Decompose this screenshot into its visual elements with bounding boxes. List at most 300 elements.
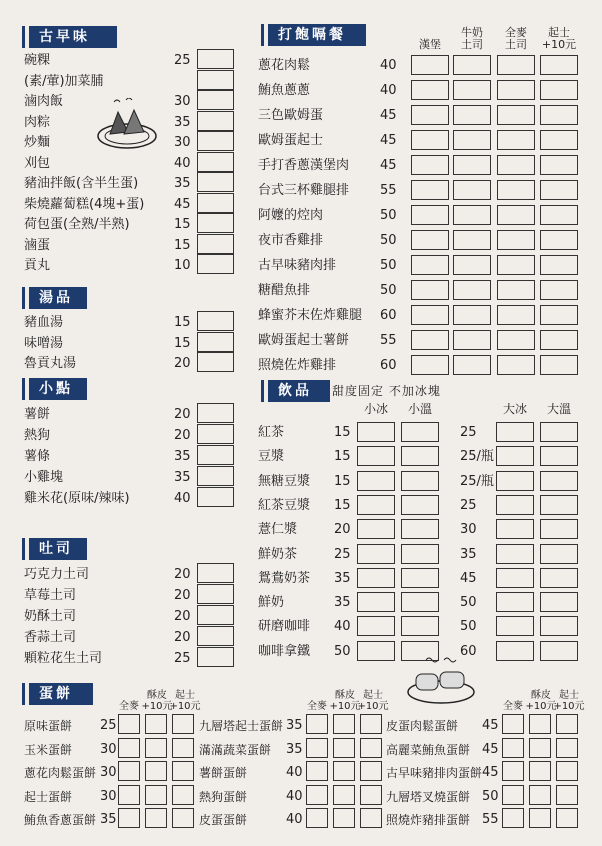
quantity-box[interactable] (540, 130, 578, 150)
quantity-box[interactable] (556, 714, 578, 734)
drink-column-header: 小溫 (407, 402, 432, 416)
drink-item-name: 研磨咖啡 (258, 619, 311, 635)
drink-item-name: 紅茶豆漿 (258, 497, 311, 513)
quantity-box[interactable] (306, 738, 328, 758)
quantity-box[interactable] (502, 738, 524, 758)
quantity-box[interactable] (453, 155, 491, 175)
old-taste-item-name: 肉粽 (24, 114, 51, 130)
quantity-box[interactable] (197, 90, 234, 110)
full-meal-item-price: 55 (380, 333, 397, 348)
quantity-box[interactable] (411, 130, 449, 150)
full-meal-item-name: 糖醋魚排 (258, 283, 311, 298)
quantity-box[interactable] (540, 55, 578, 75)
full-meal-item-name: 三色歐姆蛋 (258, 108, 324, 123)
quantity-box[interactable] (556, 785, 578, 805)
toast-item-name: 草莓土司 (24, 588, 77, 603)
quantity-box[interactable] (360, 785, 382, 805)
quantity-box[interactable] (411, 330, 449, 350)
full-meal-item-price: 55 (380, 183, 397, 198)
quantity-box[interactable] (540, 355, 578, 375)
drink-column-header: 大冰 (502, 402, 527, 416)
quantity-box[interactable] (453, 305, 491, 325)
quantity-box[interactable] (197, 213, 234, 233)
full-meal-item-price: 45 (380, 158, 397, 173)
section-header-old-taste: 古早味 (29, 26, 117, 48)
old-taste-item-name: 柴燒蘿蔔糕(4塊+蛋) (24, 196, 145, 212)
egg-item-price: 45 (482, 718, 499, 733)
quantity-box[interactable] (411, 180, 449, 200)
quantity-box[interactable] (453, 255, 491, 275)
egg-item-price: 50 (482, 788, 499, 804)
old-taste-item-name: 滷肉飯 (24, 94, 64, 109)
quantity-box[interactable] (497, 280, 535, 300)
quantity-box[interactable] (540, 230, 578, 250)
old-taste-item-name: 碗粿 (24, 53, 51, 68)
old-taste-item-price: 30 (174, 94, 191, 109)
quantity-box[interactable] (118, 714, 140, 734)
drink-large-price: 30 (460, 522, 477, 538)
quantity-box[interactable] (453, 205, 491, 225)
quantity-box[interactable] (529, 808, 551, 828)
quantity-box[interactable] (145, 714, 167, 734)
egg-item-name: 高麗菜鮪魚蛋餅 (386, 742, 471, 757)
full-meal-column-header: 牛奶 土司 (461, 26, 483, 51)
section-header-drinks: 飲品 (268, 380, 330, 402)
egg-roll-plate-icon (406, 656, 476, 706)
quantity-box[interactable] (540, 544, 578, 564)
quantity-box[interactable] (197, 49, 234, 69)
quantity-box[interactable] (496, 446, 534, 466)
snack-item-name: 薯條 (24, 449, 51, 464)
quantity-box[interactable] (360, 808, 382, 828)
old-taste-item-price: 35 (174, 114, 191, 130)
quantity-box[interactable] (556, 808, 578, 828)
rice-dumpling-plate-icon (96, 98, 158, 152)
quantity-box[interactable] (411, 55, 449, 75)
quantity-box[interactable] (556, 738, 578, 758)
quantity-box[interactable] (145, 808, 167, 828)
egg-column-header-crispy: 酥皮 +10元 (141, 690, 173, 712)
quantity-box[interactable] (333, 714, 355, 734)
drinks-note: 甜度固定 不加冰塊 (332, 384, 441, 398)
quantity-box[interactable] (453, 280, 491, 300)
quantity-box[interactable] (197, 424, 234, 444)
egg-item-price: 30 (100, 741, 117, 757)
quantity-box[interactable] (497, 155, 535, 175)
snack-item-price: 35 (174, 449, 191, 464)
snack-item-name: 小雞塊 (24, 470, 64, 485)
egg-item-name: 滿滿蔬菜蛋餅 (199, 742, 272, 757)
egg-column-header-whole-wheat: 全麥 (307, 701, 327, 712)
quantity-box[interactable] (197, 487, 234, 507)
toast-item-price: 20 (174, 609, 191, 624)
old-taste-item-price: 45 (174, 196, 191, 212)
old-taste-item-price: 15 (174, 217, 191, 232)
quantity-box[interactable] (333, 785, 355, 805)
quantity-box[interactable] (540, 495, 578, 515)
quantity-box[interactable] (357, 422, 395, 442)
full-meal-item-name: 鮪魚蔥蔥 (258, 83, 311, 98)
full-meal-item-price: 50 (380, 283, 397, 298)
drink-item-name: 無糖豆漿 (258, 473, 311, 489)
soup-item-price: 15 (174, 335, 191, 351)
quantity-box[interactable] (496, 592, 534, 612)
quantity-box[interactable] (540, 205, 578, 225)
full-meal-item-name: 歐姆蛋起士薯餅 (258, 333, 350, 348)
quantity-box[interactable] (540, 180, 578, 200)
quantity-box[interactable] (197, 584, 234, 604)
quantity-box[interactable] (197, 111, 234, 131)
quantity-box[interactable] (172, 785, 194, 805)
old-taste-item-price: 40 (174, 155, 191, 171)
snack-item-price: 35 (174, 470, 191, 485)
snack-item-price: 20 (174, 407, 191, 422)
quantity-box[interactable] (497, 130, 535, 150)
old-taste-item-price: 30 (174, 135, 191, 150)
quantity-box[interactable] (360, 761, 382, 781)
quantity-box[interactable] (197, 332, 234, 352)
toast-item-name: 奶酥土司 (24, 609, 77, 624)
quantity-box[interactable] (197, 70, 234, 90)
quantity-box[interactable] (145, 785, 167, 805)
full-meal-item-name: 蔥花肉鬆 (258, 58, 311, 73)
egg-item-price: 35 (100, 812, 117, 827)
full-meal-column-header: 起士 +10元 (541, 26, 577, 51)
quantity-box[interactable] (540, 305, 578, 325)
toast-item-price: 20 (174, 630, 191, 645)
quantity-box[interactable] (306, 808, 328, 828)
quantity-box[interactable] (529, 738, 551, 758)
quantity-box[interactable] (401, 471, 439, 491)
quantity-box[interactable] (497, 330, 535, 350)
quantity-box[interactable] (306, 761, 328, 781)
soup-item-name: 魯貢丸湯 (24, 356, 77, 371)
quantity-box[interactable] (496, 471, 534, 491)
quantity-box[interactable] (453, 230, 491, 250)
egg-column-header-cheese: 起士 +10元 (357, 690, 389, 712)
quantity-box[interactable] (529, 785, 551, 805)
old-taste-item-price: 25 (174, 53, 191, 68)
quantity-box[interactable] (496, 616, 534, 636)
quantity-box[interactable] (197, 445, 234, 465)
full-meal-item-price: 40 (380, 58, 397, 73)
soup-item-name: 豬血湯 (24, 315, 64, 330)
quantity-box[interactable] (540, 592, 578, 612)
drink-large-price: 50 (460, 619, 477, 635)
egg-item-price: 25 (100, 718, 117, 733)
quantity-box[interactable] (197, 563, 234, 583)
full-meal-item-price: 60 (380, 308, 397, 323)
egg-item-name: 皮蛋蛋餅 (199, 813, 248, 827)
egg-item-name: 熱狗蛋餅 (199, 789, 248, 804)
quantity-box[interactable] (357, 446, 395, 466)
quantity-box[interactable] (197, 466, 234, 486)
quantity-box[interactable] (197, 172, 234, 192)
drink-item-name: 鮮奶 (258, 595, 285, 611)
quantity-box[interactable] (172, 761, 194, 781)
quantity-box[interactable] (118, 738, 140, 758)
quantity-box[interactable] (540, 330, 578, 350)
drink-large-price: 45 (460, 570, 477, 586)
drink-item-name: 豆漿 (258, 449, 285, 465)
quantity-box[interactable] (497, 180, 535, 200)
full-meal-item-price: 60 (380, 358, 397, 373)
quantity-box[interactable] (497, 80, 535, 100)
quantity-box[interactable] (197, 403, 234, 423)
quantity-box[interactable] (453, 355, 491, 375)
drink-small-price: 25 (334, 546, 351, 562)
quantity-box[interactable] (540, 280, 578, 300)
egg-item-price: 40 (286, 765, 303, 780)
quantity-box[interactable] (453, 105, 491, 125)
quantity-box[interactable] (411, 355, 449, 375)
quantity-box[interactable] (453, 80, 491, 100)
drink-small-price: 15 (334, 425, 351, 440)
old-taste-item-price: 10 (174, 258, 191, 273)
quantity-box[interactable] (411, 255, 449, 275)
quantity-box[interactable] (401, 495, 439, 515)
quantity-box[interactable] (502, 808, 524, 828)
egg-item-price: 40 (286, 788, 303, 804)
quantity-box[interactable] (497, 305, 535, 325)
quantity-box[interactable] (357, 616, 395, 636)
quantity-box[interactable] (496, 422, 534, 442)
quantity-box[interactable] (497, 205, 535, 225)
quantity-box[interactable] (197, 352, 234, 372)
drink-small-price: 15 (334, 449, 351, 465)
full-meal-column-header: 全麥 土司 (505, 26, 527, 51)
quantity-box[interactable] (197, 647, 234, 667)
drink-small-price: 15 (334, 497, 351, 513)
quantity-box[interactable] (401, 592, 439, 612)
egg-column-header-crispy: 酥皮 +10元 (329, 690, 361, 712)
section-header-snacks: 小點 (29, 378, 87, 400)
quantity-box[interactable] (496, 495, 534, 515)
quantity-box[interactable] (529, 761, 551, 781)
egg-item-price: 35 (286, 741, 303, 757)
quantity-box[interactable] (118, 761, 140, 781)
quantity-box[interactable] (172, 738, 194, 758)
section-header-soup: 湯品 (29, 287, 87, 309)
drink-item-name: 鮮奶茶 (258, 546, 298, 562)
egg-item-name: 九層塔起士蛋餅 (199, 719, 284, 733)
quantity-box[interactable] (197, 193, 234, 213)
quantity-box[interactable] (502, 785, 524, 805)
quantity-box[interactable] (401, 616, 439, 636)
egg-item-name: 古早味豬排肉蛋餅 (386, 766, 483, 780)
quantity-box[interactable] (453, 330, 491, 350)
full-meal-item-name: 照燒佐炸雞排 (258, 358, 337, 373)
quantity-box[interactable] (497, 355, 535, 375)
quantity-box[interactable] (453, 55, 491, 75)
quantity-box[interactable] (172, 808, 194, 828)
full-meal-item-price: 45 (380, 108, 397, 123)
section-header-full-meal: 打飽嗝餐 (268, 24, 366, 46)
full-meal-item-name: 蜂蜜芥末佐炸雞腿 (258, 308, 363, 323)
quantity-box[interactable] (118, 808, 140, 828)
quantity-box[interactable] (540, 568, 578, 588)
drink-item-name: 鴛鴦奶茶 (258, 570, 311, 586)
quantity-box[interactable] (411, 205, 449, 225)
quantity-box[interactable] (197, 234, 234, 254)
quantity-box[interactable] (556, 761, 578, 781)
quantity-box[interactable] (357, 495, 395, 515)
drink-small-price: 40 (334, 619, 351, 635)
drink-large-price: 25/瓶 (460, 473, 494, 489)
egg-column-header-cheese: 起士 +10元 (553, 690, 585, 712)
quantity-box[interactable] (145, 761, 167, 781)
egg-item-name: 鮪魚香蔥蛋餅 (24, 813, 97, 827)
quantity-box[interactable] (306, 785, 328, 805)
drink-small-price: 35 (334, 570, 351, 586)
old-taste-item-name: 刈包 (24, 155, 51, 171)
quantity-box[interactable] (453, 130, 491, 150)
quantity-box[interactable] (197, 311, 234, 331)
full-meal-item-name: 夜市香雞排 (258, 233, 324, 248)
quantity-box[interactable] (540, 155, 578, 175)
quantity-box[interactable] (411, 230, 449, 250)
snack-item-name: 雞米花(原味/辣味) (24, 491, 130, 506)
quantity-box[interactable] (497, 255, 535, 275)
old-taste-item-name: 荷包蛋(全熟/半熟) (24, 217, 130, 232)
quantity-box[interactable] (502, 714, 524, 734)
full-meal-item-name: 阿嬤的焢肉 (258, 208, 324, 223)
quantity-box[interactable] (540, 422, 578, 442)
toast-item-name: 顆粒花生土司 (24, 651, 103, 666)
quantity-box[interactable] (401, 568, 439, 588)
full-meal-column-header: 漢堡 (419, 38, 441, 51)
quantity-box[interactable] (357, 544, 395, 564)
toast-item-price: 25 (174, 651, 191, 666)
quantity-box[interactable] (540, 105, 578, 125)
quantity-box[interactable] (411, 105, 449, 125)
quantity-box[interactable] (401, 422, 439, 442)
quantity-box[interactable] (540, 616, 578, 636)
egg-item-name: 薯餅蛋餅 (199, 766, 248, 780)
egg-item-name: 蔥花肉鬆蛋餅 (24, 766, 97, 780)
quantity-box[interactable] (496, 568, 534, 588)
egg-column-header-cheese: 起士 +10元 (169, 690, 201, 712)
egg-item-price: 35 (286, 718, 303, 733)
quantity-box[interactable] (197, 605, 234, 625)
egg-item-name: 皮蛋肉鬆蛋餅 (386, 719, 459, 733)
old-taste-item-name: 滷蛋 (24, 237, 51, 253)
quantity-box[interactable] (411, 305, 449, 325)
old-taste-item-price: 15 (174, 237, 191, 253)
quantity-box[interactable] (197, 254, 234, 274)
quantity-box[interactable] (497, 230, 535, 250)
egg-item-name: 玉米蛋餅 (24, 742, 73, 757)
egg-column-header-whole-wheat: 全麥 (119, 701, 139, 712)
snack-item-price: 40 (174, 491, 191, 506)
old-taste-item-price: 35 (174, 176, 191, 191)
quantity-box[interactable] (197, 152, 234, 172)
drink-item-name: 咖啡拿鐵 (258, 643, 311, 659)
quantity-box[interactable] (529, 714, 551, 734)
quantity-box[interactable] (357, 592, 395, 612)
quantity-box[interactable] (357, 471, 395, 491)
full-meal-item-price: 50 (380, 233, 397, 248)
quantity-box[interactable] (497, 105, 535, 125)
quantity-box[interactable] (540, 80, 578, 100)
quantity-box[interactable] (306, 714, 328, 734)
quantity-box[interactable] (496, 544, 534, 564)
quantity-box[interactable] (172, 714, 194, 734)
soup-item-price: 15 (174, 315, 191, 330)
drink-column-header: 小冰 (363, 402, 388, 416)
quantity-box[interactable] (411, 280, 449, 300)
toast-item-name: 巧克力土司 (24, 567, 90, 582)
quantity-box[interactable] (145, 738, 167, 758)
toast-item-price: 20 (174, 588, 191, 603)
quantity-box[interactable] (411, 80, 449, 100)
section-header-egg-pancake: 蛋餅 (29, 683, 93, 705)
quantity-box[interactable] (333, 808, 355, 828)
quantity-box[interactable] (197, 626, 234, 646)
quantity-box[interactable] (496, 519, 534, 539)
quantity-box[interactable] (401, 544, 439, 564)
drink-large-price: 60 (460, 643, 477, 659)
egg-column-header-whole-wheat: 全麥 (503, 701, 523, 712)
egg-item-name: 九層塔叉燒蛋餅 (386, 789, 471, 804)
egg-item-name: 原味蛋餅 (24, 719, 73, 733)
quantity-box[interactable] (333, 738, 355, 758)
drink-small-price: 35 (334, 595, 351, 611)
quantity-box[interactable] (401, 446, 439, 466)
egg-item-price: 55 (482, 812, 499, 827)
toast-item-name: 香蒜土司 (24, 630, 77, 645)
quantity-box[interactable] (401, 519, 439, 539)
full-meal-item-name: 手打香蔥漢堡肉 (258, 158, 350, 173)
quantity-box[interactable] (357, 568, 395, 588)
quantity-box[interactable] (118, 785, 140, 805)
full-meal-item-price: 50 (380, 208, 397, 223)
quantity-box[interactable] (360, 714, 382, 734)
quantity-box[interactable] (453, 180, 491, 200)
drink-column-header: 大溫 (546, 402, 571, 416)
drink-small-price: 20 (334, 522, 351, 538)
full-meal-item-price: 45 (380, 133, 397, 148)
egg-item-price: 30 (100, 765, 117, 780)
snack-item-name: 熱狗 (24, 428, 51, 443)
quantity-box[interactable] (357, 519, 395, 539)
egg-item-price: 40 (286, 812, 303, 827)
quantity-box[interactable] (540, 471, 578, 491)
quantity-box[interactable] (411, 155, 449, 175)
full-meal-item-name: 歐姆蛋起士 (258, 133, 324, 148)
drink-large-price: 35 (460, 546, 477, 562)
egg-item-price: 45 (482, 741, 499, 757)
quantity-box[interactable] (497, 55, 535, 75)
quantity-box[interactable] (357, 641, 395, 661)
quantity-box[interactable] (540, 255, 578, 275)
quantity-box[interactable] (502, 761, 524, 781)
full-meal-item-name: 古早味豬肉排 (258, 258, 337, 273)
quantity-box[interactable] (540, 519, 578, 539)
quantity-box[interactable] (333, 761, 355, 781)
quantity-box[interactable] (540, 446, 578, 466)
full-meal-item-price: 40 (380, 83, 397, 98)
full-meal-item-name: 台式三杯雞腿排 (258, 183, 350, 198)
section-header-toast: 吐司 (29, 538, 87, 560)
quantity-box[interactable] (496, 641, 534, 661)
quantity-box[interactable] (540, 641, 578, 661)
egg-column-header-crispy: 酥皮 +10元 (525, 690, 557, 712)
quantity-box[interactable] (360, 738, 382, 758)
toast-item-price: 20 (174, 567, 191, 582)
quantity-box[interactable] (197, 131, 234, 151)
snack-item-price: 20 (174, 428, 191, 443)
